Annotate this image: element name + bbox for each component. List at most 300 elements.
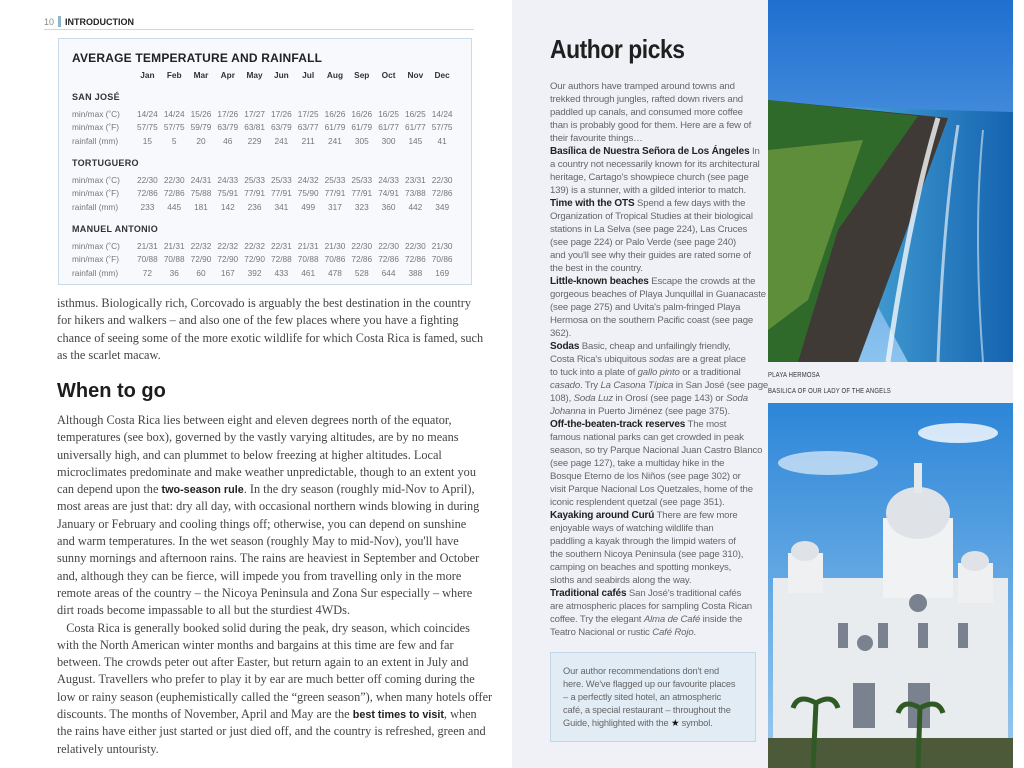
text-span: temperatures (see box), governed by the vastly varying altitudes, are by no means xyxy=(57,430,459,445)
table-cell: 70/88 xyxy=(163,254,185,265)
row-label: min/max (˚F) xyxy=(72,254,120,265)
table-cell: 77/91 xyxy=(324,188,346,199)
table-cell: 77/91 xyxy=(271,188,292,199)
text-line xyxy=(57,637,492,654)
text-span: Costa Rica's ubiquitous xyxy=(550,354,650,365)
text-span: their favourite things… xyxy=(550,133,643,144)
text-line xyxy=(550,457,768,470)
table-row xyxy=(72,174,456,186)
text-span: between. The crowds peter out after Easter, but return again to an extent in July and xyxy=(57,655,469,670)
city-name: TORTUGUERO xyxy=(72,158,139,168)
text-line xyxy=(550,522,768,535)
table-cell: 233 xyxy=(140,201,155,212)
text-line xyxy=(550,210,768,223)
author-picks-title: Author picks xyxy=(550,34,685,64)
table-cell: 349 xyxy=(435,201,450,212)
table-cell: 25/33 xyxy=(271,175,292,185)
text-span: The most xyxy=(685,419,727,430)
text-line xyxy=(57,516,492,533)
table-cell: 22/32 xyxy=(217,241,239,251)
text-span: (see page 275) and Uvita's palm-fringed Playa xyxy=(550,302,741,313)
text-span: Basic, cheap and unfailingly friendly, xyxy=(579,341,731,352)
table-cell: 63/79 xyxy=(217,122,239,133)
text-span: Our author recommendations don't end xyxy=(563,666,720,676)
table-cell: 20 xyxy=(196,135,206,146)
table-cell: 74/91 xyxy=(378,188,399,199)
text-span: chance of seeing some of the more exotic wildlife for which Costa Rica is famed, such xyxy=(57,330,484,345)
text-line xyxy=(57,568,492,585)
text-span: low or rainy season (euphemistically called the “green season”), when many hotels offer xyxy=(57,689,493,704)
italic-text: Johanna xyxy=(550,406,586,417)
playa-hermosa-photo xyxy=(768,0,1013,362)
photo-caption: PLAYA HERMOSA xyxy=(768,372,820,379)
table-cell: 478 xyxy=(328,267,342,278)
text-span: San José's traditional cafés xyxy=(626,588,742,599)
text-span: inside the xyxy=(700,614,743,625)
table-cell: 17/26 xyxy=(271,109,292,119)
table-row xyxy=(72,240,456,252)
text-line xyxy=(57,447,492,464)
text-span: here. We've flagged up our favourite places xyxy=(563,679,736,689)
table-cell: 22/30 xyxy=(404,241,426,251)
table-cell: 14/24 xyxy=(431,109,453,119)
table-cell: 72/88 xyxy=(271,254,292,265)
text-line xyxy=(57,550,492,567)
text-span: . xyxy=(693,627,697,638)
text-line xyxy=(57,295,483,312)
table-cell: 14/24 xyxy=(137,109,158,119)
text-line xyxy=(550,132,768,145)
text-span: remote areas of the country – the Nicoya Peninsula and Zona Sur especially – where xyxy=(57,585,473,600)
text-span: the southern Nicoya Peninsula (see page 310), xyxy=(550,549,744,560)
text-line xyxy=(550,301,768,314)
table-cell: 167 xyxy=(220,267,235,278)
italic-text: casado xyxy=(550,380,581,391)
text-line xyxy=(550,288,768,301)
text-line xyxy=(550,184,768,197)
text-line xyxy=(563,717,743,730)
table-cell: 24/33 xyxy=(217,175,239,185)
text-span: for hikers and walkers – and also one of the few places where you have a fighting xyxy=(57,313,459,328)
text-line xyxy=(550,392,768,405)
table-cell: 15/26 xyxy=(190,109,212,119)
table-cell: 360 xyxy=(381,201,396,212)
section-heading: When to go xyxy=(57,380,166,402)
table-cell: 61/77 xyxy=(378,122,399,133)
text-span: Organization of Tropical Studies at their biological xyxy=(550,211,753,222)
table-cell: 72/90 xyxy=(244,254,265,265)
text-span: – a perfectly sited hotel, an atmospheric xyxy=(563,692,722,702)
table-cell: 22/30 xyxy=(137,175,158,185)
table-cell: 433 xyxy=(274,267,289,278)
text-span: In xyxy=(749,146,760,157)
month-header: Jan xyxy=(140,70,155,80)
text-line xyxy=(550,509,768,522)
text-span: Spend a few days with the xyxy=(634,198,746,209)
text-span: season, so try Parque Nacional Juan Castro Blanco xyxy=(550,445,763,456)
table-cell: 21/30 xyxy=(431,241,453,251)
text-span: Hermosa on the southern Pacific coast (see page xyxy=(550,315,754,326)
table-cell: 57/75 xyxy=(431,122,453,133)
recommendation-callout xyxy=(550,652,756,742)
text-span: and warm temperatures. In the wet season (roughly May to mid-Nov), you'll have xyxy=(57,534,459,549)
text-line xyxy=(550,106,768,119)
text-line xyxy=(57,654,492,671)
table-row xyxy=(72,121,456,133)
city-name: SAN JOSÉ xyxy=(72,92,120,102)
table-cell: 317 xyxy=(328,201,342,212)
text-line xyxy=(550,418,768,431)
when-to-go-text xyxy=(57,412,492,758)
text-span: Costa Rica is generally booked solid during the peak, dry season, which coincides xyxy=(57,620,470,635)
text-span: . Try xyxy=(580,380,601,391)
table-cell: 72/86 xyxy=(351,254,373,265)
table-cell: 72/86 xyxy=(404,254,426,265)
text-span: are a great place xyxy=(673,354,746,365)
text-span: to tuck into a plate of xyxy=(550,367,638,378)
text-span: Teatro Nacional or rustic xyxy=(550,627,653,638)
text-line xyxy=(550,561,768,574)
table-cell: 24/32 xyxy=(297,175,319,185)
table-cell: 21/30 xyxy=(324,241,346,251)
table-cell: 21/31 xyxy=(297,241,319,251)
text-line xyxy=(550,340,768,353)
table-cell: 22/32 xyxy=(244,241,265,251)
text-span: sunny mornings and afternoon rains. The rains are heaviest in September and October xyxy=(57,551,480,566)
text-span: gorgeous beaches of Playa Junquillal in Guanacaste xyxy=(550,289,766,300)
text-span: the best in the country. xyxy=(550,263,643,274)
text-line xyxy=(550,470,768,483)
table-cell: 70/86 xyxy=(431,254,453,265)
text-line xyxy=(57,464,492,481)
star-icon: ★ xyxy=(670,718,680,728)
table-cell: 25/33 xyxy=(351,175,373,185)
row-label: min/max (˚C) xyxy=(72,241,120,251)
month-header: May xyxy=(246,70,263,80)
table-cell: 499 xyxy=(301,201,316,212)
table-cell: 41 xyxy=(437,135,447,146)
text-line xyxy=(550,236,768,249)
intro-paragraph xyxy=(57,295,483,364)
text-line xyxy=(57,498,492,515)
table-cell: 14/24 xyxy=(163,109,185,119)
text-span: in Puerto Jiménez (see page 375). xyxy=(585,406,730,417)
climate-table-box xyxy=(58,38,472,285)
table-cell: 63/79 xyxy=(271,122,292,133)
text-span: in San José (see page xyxy=(673,380,769,391)
text-line xyxy=(57,671,492,688)
row-label: min/max (˚F) xyxy=(72,188,120,199)
row-label: rainfall (mm) xyxy=(72,267,119,278)
text-span: 362). xyxy=(550,328,572,339)
table-row xyxy=(72,108,456,120)
text-span: symbol. xyxy=(679,718,713,728)
text-line xyxy=(550,483,768,496)
table-cell: 16/25 xyxy=(378,109,399,119)
table-cell: 528 xyxy=(354,267,369,278)
table-cell: 388 xyxy=(408,267,423,278)
table-cell: 442 xyxy=(408,201,423,212)
table-cell: 61/77 xyxy=(404,122,426,133)
table-cell: 17/27 xyxy=(244,109,265,119)
table-cell: 21/31 xyxy=(163,241,185,251)
text-span: stations in La Selva (see page 224), Las Cruces xyxy=(550,224,748,235)
row-label: min/max (˚C) xyxy=(72,175,120,185)
month-header: Mar xyxy=(193,70,209,80)
text-span: famous national parks can get crowded in peak xyxy=(550,432,744,443)
table-cell: 46 xyxy=(223,135,233,146)
table-cell: 22/30 xyxy=(351,241,373,251)
text-line xyxy=(550,119,768,132)
italic-text: Soda Luz xyxy=(573,393,613,404)
text-span: isthmus. Biologically rich, Corcovado is arguably the best destination in the country xyxy=(57,296,472,310)
table-cell: 72 xyxy=(142,267,153,278)
text-line xyxy=(550,366,768,379)
table-cell: 5 xyxy=(171,135,177,146)
month-header: Apr xyxy=(220,70,235,80)
text-line xyxy=(550,379,768,392)
month-header: Feb xyxy=(166,70,182,80)
table-cell: 75/90 xyxy=(297,188,319,199)
table-title: AVERAGE TEMPERATURE AND RAINFALL xyxy=(72,51,323,65)
text-line xyxy=(57,741,492,758)
text-span: heritage, Cartago's showpiece church (see page xyxy=(550,172,749,183)
table-cell: 323 xyxy=(354,201,369,212)
month-header: Nov xyxy=(407,70,424,80)
table-cell: 236 xyxy=(247,201,262,212)
text-span: the rains have either just started or just died off, and the country is refreshed, green and xyxy=(57,724,486,739)
text-span: , when xyxy=(443,707,477,722)
text-span: August. Travellers who prefer to play it by ear are much better off coming during the xyxy=(57,672,475,687)
text-span: . In the dry season (roughly mid-Nov to April), xyxy=(243,482,475,497)
text-line xyxy=(57,620,492,637)
italic-text: La Casona Típica xyxy=(600,380,674,391)
text-span: or a traditional xyxy=(679,367,741,378)
running-header xyxy=(44,14,474,30)
table-cell: 61/79 xyxy=(351,122,373,133)
text-line xyxy=(57,602,492,619)
table-cell: 211 xyxy=(301,135,315,146)
text-line xyxy=(550,496,768,509)
row-label: min/max (˚C) xyxy=(72,109,120,119)
bold-text: Time with the OTS xyxy=(550,198,635,209)
bold-text: best times to visit xyxy=(352,709,444,722)
table-cell: 21/31 xyxy=(137,241,158,251)
table-cell: 72/90 xyxy=(190,254,212,265)
bold-text: Sodas xyxy=(550,341,580,352)
text-line xyxy=(550,587,768,600)
table-cell: 75/88 xyxy=(190,188,212,199)
text-span: enjoyable ways of watching wildlife than xyxy=(550,523,714,534)
table-cell: 241 xyxy=(274,135,289,146)
text-span: paddled up canals, and consumed more coffee xyxy=(550,107,743,118)
text-span: Guide, highlighted with the xyxy=(563,718,671,728)
table-cell: 72/86 xyxy=(378,254,399,265)
table-cell: 145 xyxy=(408,135,423,146)
text-line xyxy=(550,314,768,327)
text-line xyxy=(563,704,743,717)
text-span: coffee. Try the elegant xyxy=(550,614,644,625)
text-span: sloths and seabirds along the way. xyxy=(550,575,692,586)
text-span: Our authors have tramped around towns and xyxy=(550,81,735,92)
basilica-photo xyxy=(768,403,1013,768)
text-line xyxy=(57,330,483,347)
table-cell: 22/30 xyxy=(378,241,399,251)
text-span: with the North American winter months and bargains at this time are few and far xyxy=(57,637,454,652)
bold-text: Basílica de Nuestra Señora de Los Ángeles xyxy=(550,146,750,157)
text-line xyxy=(550,626,768,639)
text-line xyxy=(550,197,768,210)
table-cell: 72/86 xyxy=(163,188,185,199)
table-cell: 22/30 xyxy=(431,175,453,185)
row-label: rainfall (mm) xyxy=(72,201,119,212)
table-cell: 16/26 xyxy=(324,109,346,119)
text-line xyxy=(550,249,768,262)
table-cell: 77/91 xyxy=(244,188,265,199)
bold-text: Traditional cafés xyxy=(550,588,627,599)
text-span: iconic resplendent quetzal (see page 351). xyxy=(550,497,725,508)
table-cell: 73/88 xyxy=(404,188,426,199)
text-line xyxy=(550,574,768,587)
italic-text: Alma de Café xyxy=(643,614,701,625)
row-label: rainfall (mm) xyxy=(72,135,119,146)
table-cell: 644 xyxy=(381,267,396,278)
month-header: Dec xyxy=(434,70,450,80)
table-cell: 70/88 xyxy=(297,254,319,265)
table-cell: 72/90 xyxy=(217,254,239,265)
text-span: Escape the crowds at the xyxy=(648,276,756,287)
table-cell: 15 xyxy=(142,135,153,146)
text-line xyxy=(550,262,768,275)
table-cell: 70/86 xyxy=(324,254,346,265)
text-span: than is probably good for them. Here are a few of xyxy=(550,120,752,131)
table-cell: 59/79 xyxy=(190,122,212,133)
text-line xyxy=(57,312,483,329)
text-line xyxy=(57,723,492,740)
text-line xyxy=(550,80,768,93)
table-cell: 36 xyxy=(169,267,179,278)
text-span: camping on beaches and spotting monkeys, xyxy=(550,562,732,573)
text-span: as the scarlet macaw. xyxy=(57,347,161,362)
city-name: MANUEL ANTONIO xyxy=(72,224,159,234)
table-cell: 25/33 xyxy=(324,175,346,185)
table-row xyxy=(72,187,456,199)
table-cell: 60 xyxy=(196,267,206,278)
table-cell: 22/32 xyxy=(190,241,212,251)
text-line xyxy=(563,691,743,704)
table-row xyxy=(72,201,456,213)
bold-text: Little-known beaches xyxy=(550,276,649,287)
text-line xyxy=(550,444,768,457)
text-line xyxy=(57,533,492,550)
italic-text: Soda xyxy=(726,393,748,404)
text-line xyxy=(550,145,768,158)
table-cell: 77/91 xyxy=(351,188,373,199)
text-line xyxy=(550,535,768,548)
table-cell: 17/26 xyxy=(217,109,239,119)
text-line xyxy=(550,431,768,444)
text-span: visit Parque Nacional Los Quetzales, home of the xyxy=(550,484,753,495)
author-picks-text xyxy=(550,80,768,639)
month-header-row xyxy=(72,69,456,81)
text-line xyxy=(57,585,492,602)
table-cell: 17/25 xyxy=(297,109,319,119)
month-header: Jul xyxy=(302,70,315,80)
table-cell: 22/31 xyxy=(271,241,292,251)
table-cell: 63/77 xyxy=(297,122,319,133)
text-span: There are few more xyxy=(654,510,738,521)
italic-text: Café Rojo xyxy=(652,627,694,638)
table-cell: 445 xyxy=(167,201,182,212)
text-line xyxy=(550,93,768,106)
table-cell: 24/33 xyxy=(378,175,399,185)
month-header: Jun xyxy=(274,70,289,80)
row-label: min/max (˚F) xyxy=(72,122,120,133)
text-line xyxy=(57,481,492,498)
italic-text: sodas xyxy=(649,354,674,365)
text-line xyxy=(550,405,768,418)
text-line xyxy=(57,412,492,429)
text-span: Although Costa Rica lies between eight and eleven degrees north of the equator, xyxy=(57,413,452,427)
text-line xyxy=(57,429,492,446)
text-span: and you'll see why their guides are rated some of xyxy=(550,250,751,261)
table-cell: 142 xyxy=(220,201,235,212)
text-span: most areas are just that: dry all day, with occasional northern winds blowing in during xyxy=(57,499,480,514)
text-span: paddling a kayak through the limpid waters of xyxy=(550,536,736,547)
text-line xyxy=(563,665,743,678)
text-line xyxy=(563,678,743,691)
text-line xyxy=(550,275,768,288)
table-cell: 72/86 xyxy=(137,188,158,199)
text-line xyxy=(550,158,768,171)
table-cell: 241 xyxy=(328,135,342,146)
text-line xyxy=(550,327,768,340)
text-span: microclimates predominate and make weather unpredictable, though to an extent you xyxy=(57,464,476,479)
text-line xyxy=(57,689,492,706)
table-row xyxy=(72,253,456,265)
bold-text: Off-the-beaten-track reserves xyxy=(550,419,686,430)
text-span: a country not necessarily known for its architectural xyxy=(550,159,760,170)
text-span: (see page 127), take a multiday hike in the xyxy=(550,458,725,469)
italic-text: gallo pinto xyxy=(637,367,680,378)
table-cell: 16/26 xyxy=(351,109,373,119)
text-span: (see page 224) or Palo Verde (see page 240) xyxy=(550,237,737,248)
table-cell: 229 xyxy=(247,135,262,146)
text-span: are atmospheric places for sampling Costa Rican xyxy=(550,601,752,612)
page-number: 10 xyxy=(44,16,55,27)
section-title: INTRODUCTION xyxy=(65,16,135,27)
text-line xyxy=(57,347,483,364)
text-span: trekked through jungles, rafted down rivers and xyxy=(550,94,743,105)
text-line xyxy=(550,600,768,613)
table-row xyxy=(72,135,456,147)
table-cell: 63/81 xyxy=(244,122,265,133)
text-span: dirt roads become impassable to all but the sturdiest 4WDs. xyxy=(57,603,351,618)
text-span: and, although they can be fierce, will impede you from travelling only in the more xyxy=(57,568,462,583)
text-line xyxy=(550,613,768,626)
table-cell: 392 xyxy=(247,267,262,278)
month-header: Sep xyxy=(354,70,370,80)
table-cell: 305 xyxy=(354,135,369,146)
table-cell: 461 xyxy=(301,267,316,278)
text-line xyxy=(550,171,768,184)
text-line xyxy=(550,353,768,366)
month-header: Oct xyxy=(381,70,396,80)
bold-text: Kayaking around Curú xyxy=(550,510,655,521)
table-cell: 75/91 xyxy=(217,188,239,199)
table-cell: 341 xyxy=(274,201,289,212)
table-cell: 72/86 xyxy=(431,188,453,199)
